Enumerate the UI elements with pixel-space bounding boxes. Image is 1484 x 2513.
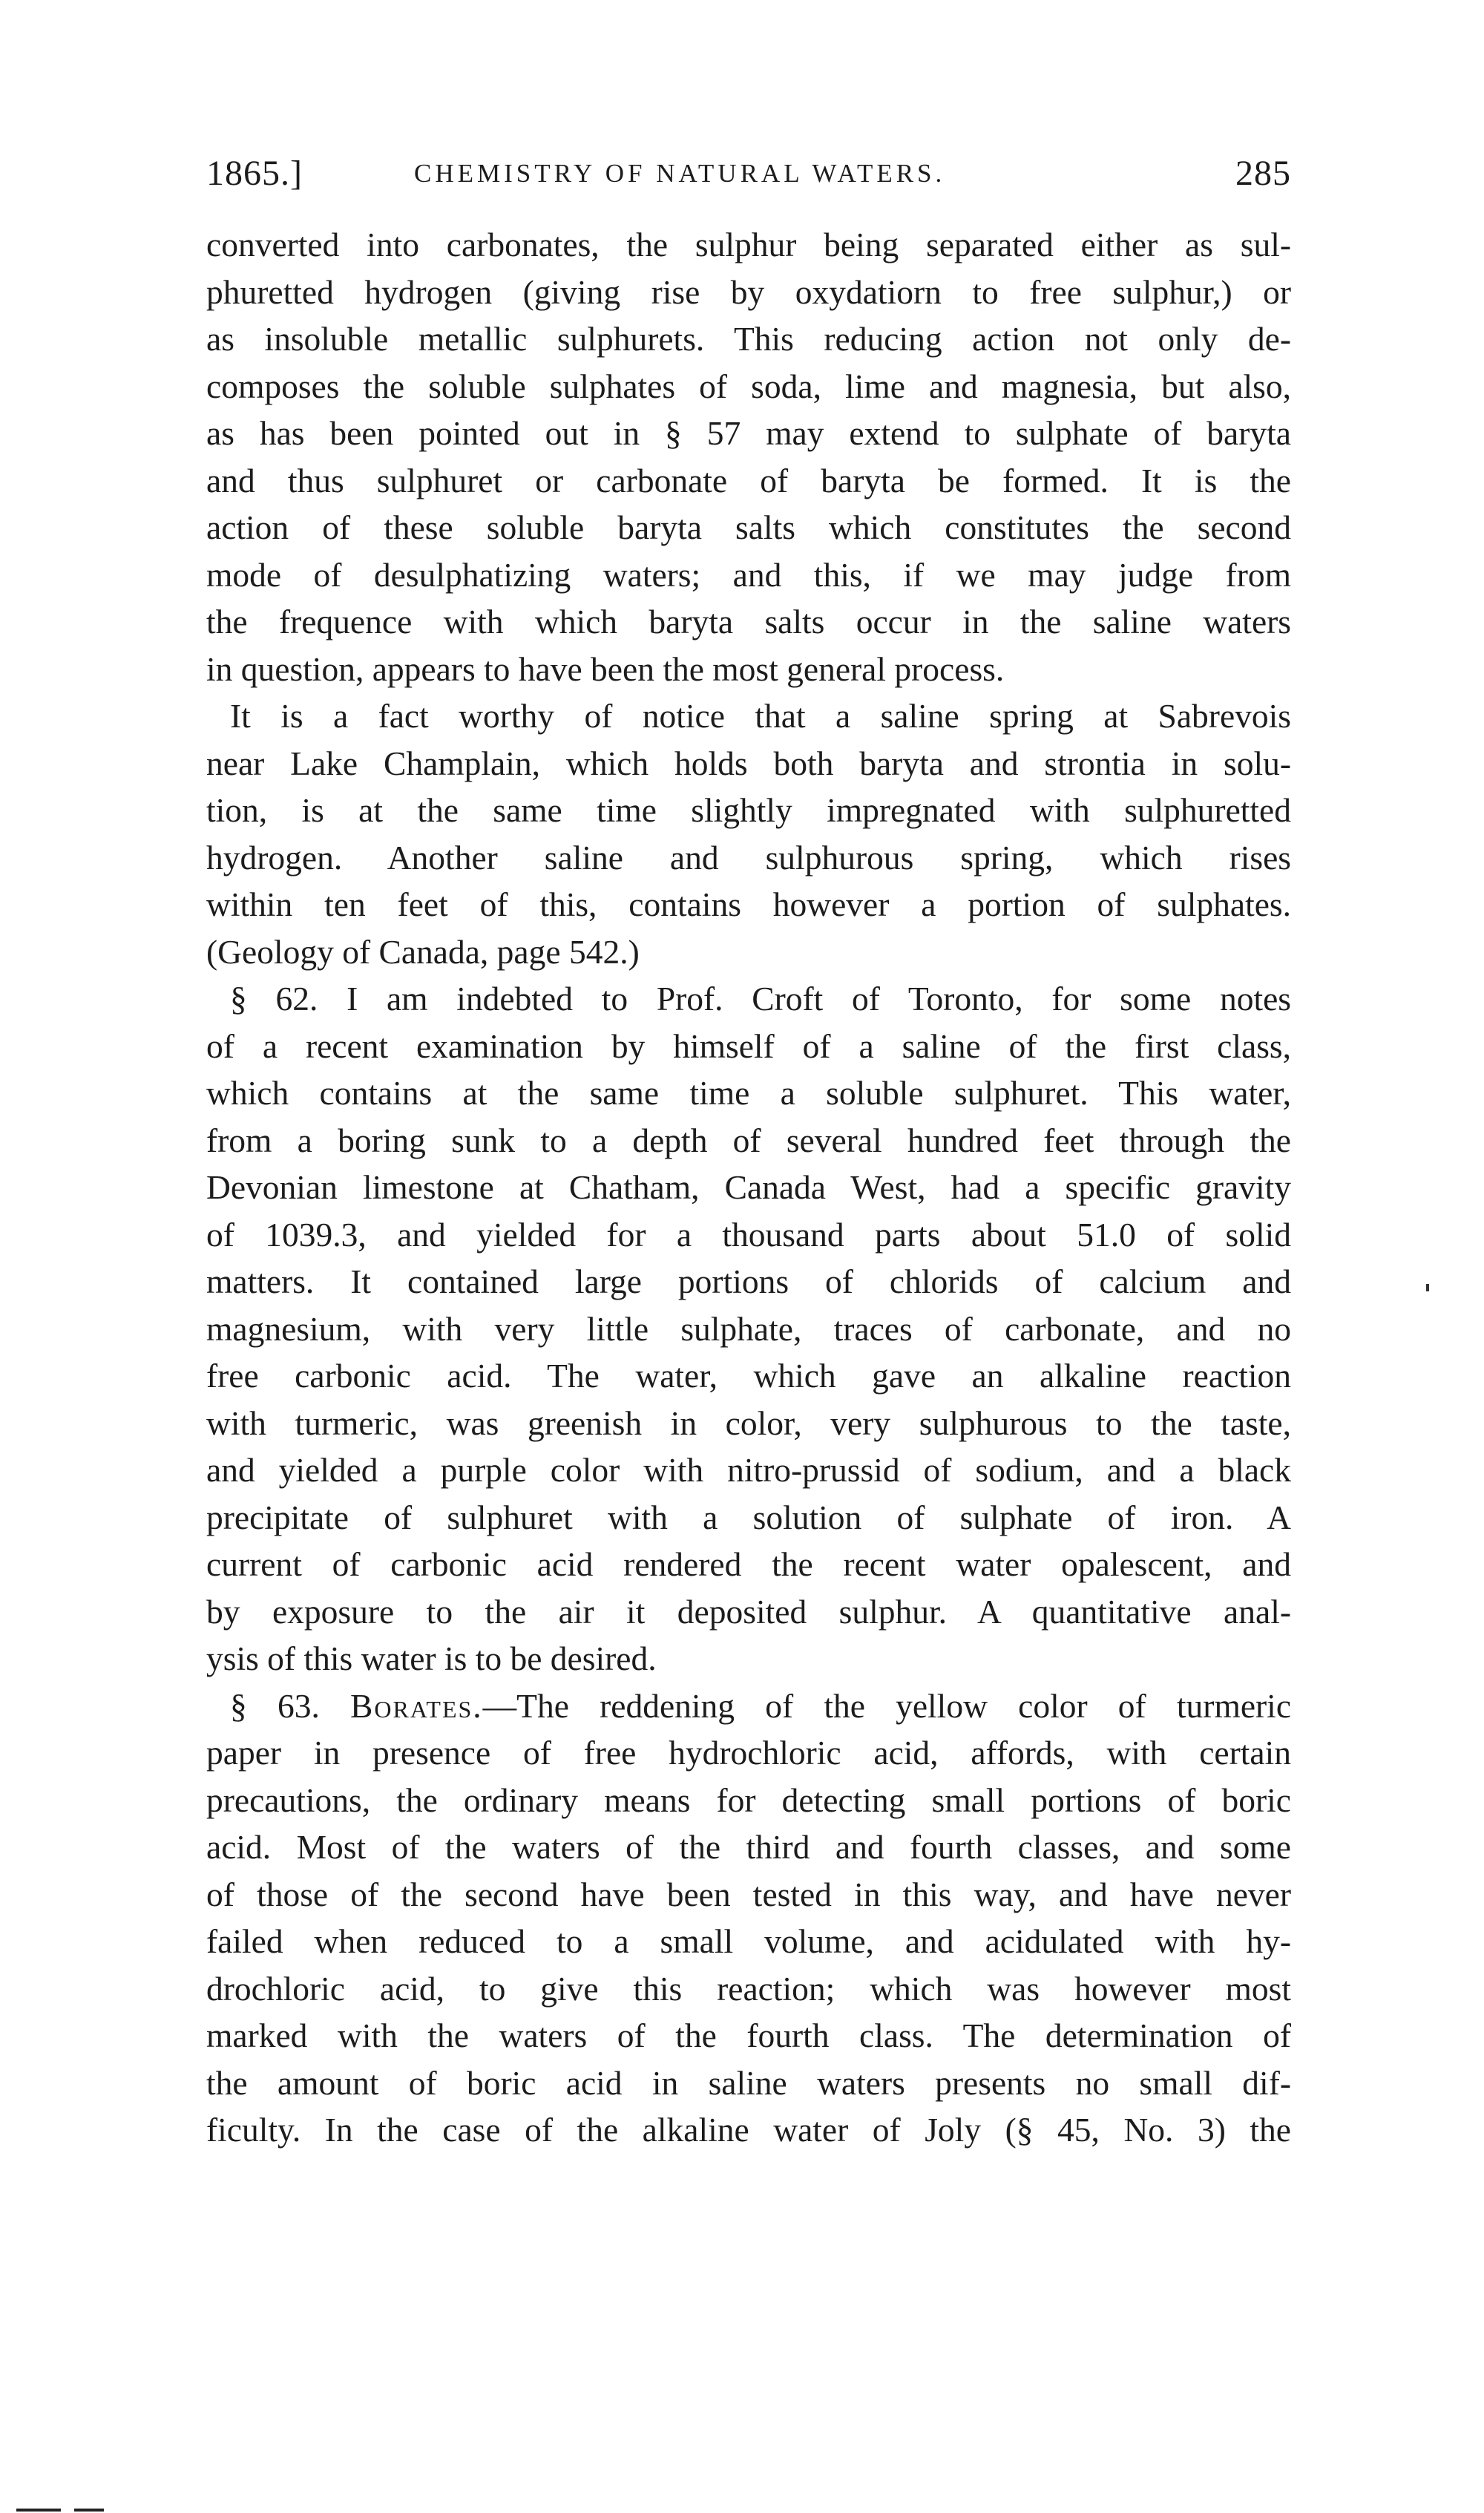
text-line: of 1039.3, and yielded for a thousand parts about 51.0 of solid (206, 1215, 1291, 1254)
text-line: composes the soluble sulphates of soda, lime and magnesia, but also, (206, 367, 1291, 405)
text-line: mode of desulphatizing waters; and this, if we may judge from (206, 555, 1291, 594)
text-line: free carbonic acid. The water, which gave an alkaline reaction (206, 1357, 1291, 1395)
text-line: and yielded a purple color with nitro-prussid of sodium, and a black (206, 1451, 1291, 1489)
body-text (206, 221, 1291, 2154)
text-line: Devonian limestone at Chatham, Canada West, had a specific gravity (206, 1168, 1291, 1206)
page-number: 285 (1235, 154, 1291, 193)
section-heading-line (206, 1683, 1291, 1730)
text-line: tion, is at the same time slightly impregnated with sulphuretted (206, 791, 1291, 829)
text-line: ysis of this water is to be desired. (206, 1639, 657, 1677)
text-line: acid. Most of the waters of the third and fourth classes, and some (206, 1828, 1291, 1866)
text-line: ficulty. In the case of the alkaline water of Joly (§ 45, No. 3) the (206, 2111, 1291, 2149)
text-line-continuation: —The reddening of the yellow color of turmeric (482, 1686, 1292, 1725)
text-line: § 62. I am indebted to Prof. Croft of Toronto, for some notes (230, 980, 1291, 1018)
text-line: by exposure to the air it deposited sulphur. A quantitative anal- (206, 1592, 1291, 1631)
text-line: precautions, the ordinary means for detecting small portions of boric (206, 1780, 1291, 1819)
text-line: It is a fact worthy of notice that a saline spring at Sabrevois (230, 697, 1291, 735)
text-line: from a boring sunk to a depth of several hundred feet through the (206, 1121, 1291, 1159)
scan-speck (1426, 1284, 1429, 1291)
text-line: paper in presence of free hydrochloric acid, affords, with certain (206, 1734, 1291, 1772)
text-line: as has been pointed out in § 57 may extend to sulphate of baryta (206, 414, 1291, 452)
text-line: and thus sulphuret or carbonate of baryta be formed. It is the (206, 461, 1291, 499)
text-line: marked with the waters of the fourth class. The determination of (206, 2016, 1291, 2054)
text-line: the frequence with which baryta salts occur in the saline waters (206, 603, 1291, 640)
text-line: with turmeric, was greenish in color, very sulphurous to the taste, (206, 1403, 1291, 1442)
text-line: in question, appears to have been the most general process. (206, 649, 1005, 688)
text-line: action of these soluble baryta salts which constitutes the second (206, 508, 1291, 546)
text-line: within ten feet of this, contains however a portion of sulphates. (206, 885, 1291, 923)
section-heading: Borates. (350, 1686, 483, 1725)
text-line: of a recent examination by himself of a saline of the first class, (206, 1026, 1291, 1065)
text-line: matters. It contained large portions of chlorids of calcium and (206, 1262, 1291, 1300)
text-line: of those of the second have been tested in this way, and have never (206, 1875, 1291, 1913)
header-year: 1865.] (206, 154, 303, 193)
text-line: which contains at the same time a soluble sulphuret. This water, (206, 1074, 1291, 1112)
text-line: phuretted hydrogen (giving rise by oxydatiorn to free sulphur,) or (206, 272, 1291, 311)
text-line: near Lake Champlain, which holds both baryta and strontia in solu- (206, 744, 1291, 782)
text-line: drochloric acid, to give this reaction; which was however most (206, 1969, 1291, 2008)
text-line: as insoluble metallic sulphurets. This reducing action not only de- (206, 320, 1291, 358)
running-title: CHEMISTRY OF NATURAL WATERS. (414, 159, 946, 188)
text-line: precipitate of sulphuret with a solution of sulphate of iron. A (206, 1498, 1291, 1536)
bottom-edge-marks (0, 2509, 111, 2512)
text-line: magnesium, with very little sulphate, traces of carbonate, and no (206, 1309, 1291, 1348)
text-line: (Geology of Canada, page 542.) (206, 932, 640, 971)
text-line: converted into carbonates, the sulphur being separated either as sul- (206, 226, 1291, 263)
text-line: current of carbonic acid rendered the recent water opalescent, and (206, 1545, 1291, 1583)
section-number: § 63. (230, 1686, 320, 1725)
text-line: failed when reduced to a small volume, and acidulated with hy- (206, 1922, 1291, 1960)
page-header (206, 153, 1291, 197)
text-line: the amount of boric acid in saline waters presents no small dif- (206, 2063, 1291, 2102)
text-line: hydrogen. Another saline and sulphurous spring, which rises (206, 838, 1291, 877)
